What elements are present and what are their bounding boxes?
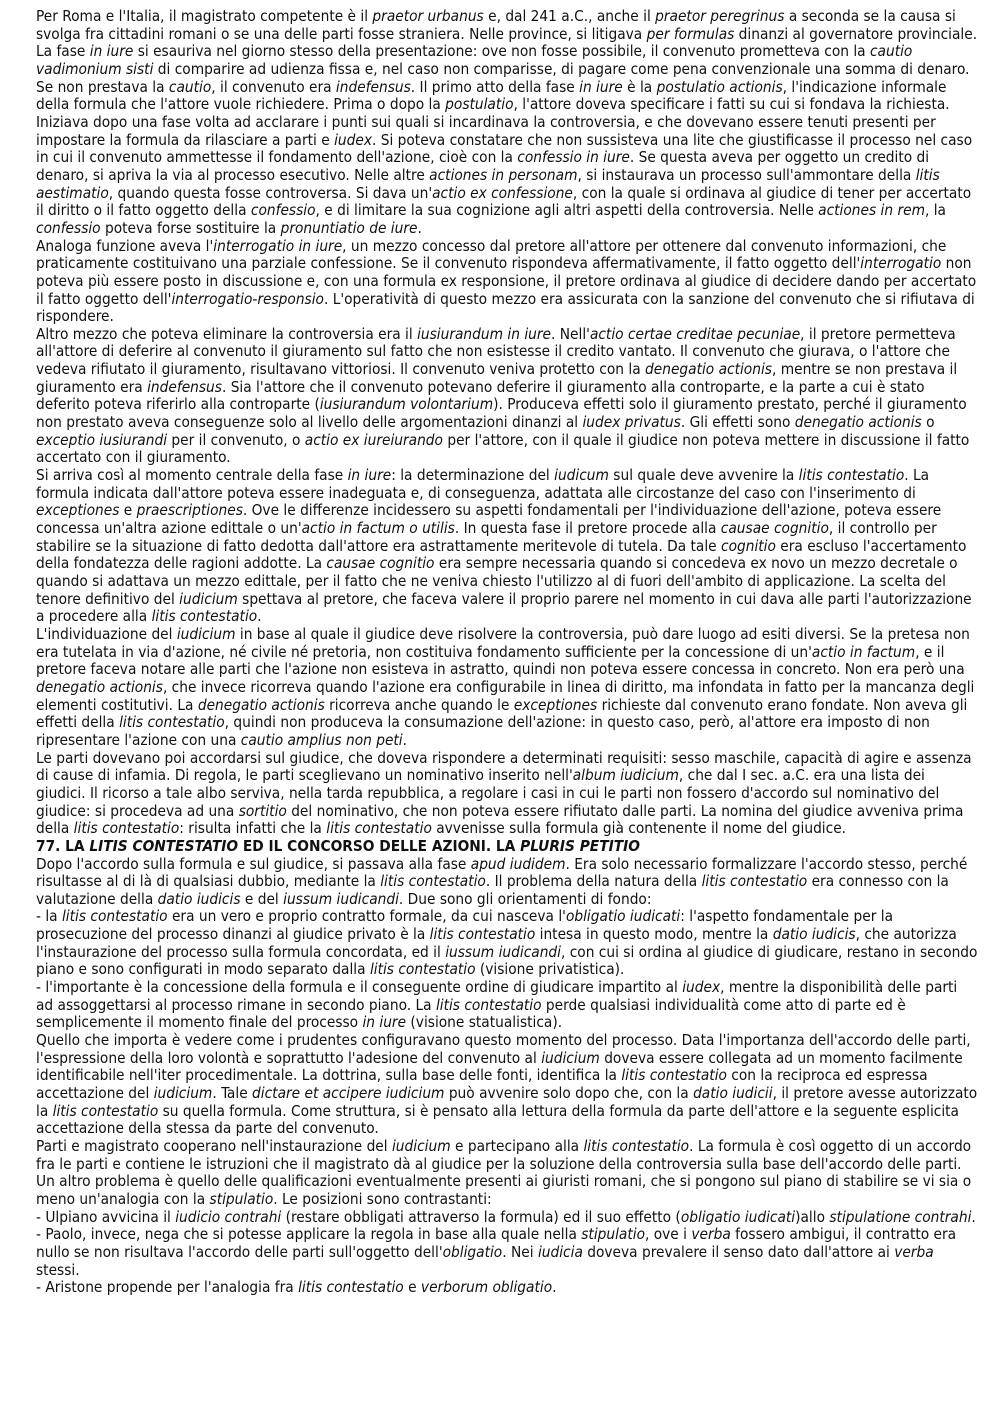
text-run: Altro mezzo che poteva eliminare la controversia era il xyxy=(36,324,418,343)
text-run: avvenisse sulla formula già contenente il nome del giudice. xyxy=(431,819,847,838)
italic-term: iussum iudicandi xyxy=(445,942,561,961)
italic-term: denegatio actionis xyxy=(645,360,772,379)
italic-term: litis contestatio xyxy=(119,713,225,732)
paragraph xyxy=(36,1032,978,1138)
text-run: , mentre se non prestava il giuramento era xyxy=(36,360,958,396)
text-run: era un vero e proprio contratto formale, da cui nasceva l' xyxy=(167,907,566,926)
text-run: , quando questa fosse controversa. Si dava un' xyxy=(108,183,433,202)
italic-term: cognitio xyxy=(721,536,776,555)
text-run: , la xyxy=(924,201,946,220)
italic-term: praetor urbanus xyxy=(372,7,484,25)
text-run: sul quale deve avvenire la xyxy=(608,466,799,485)
text-run: Analoga funzione aveva l' xyxy=(36,236,214,255)
text-run: . Nei xyxy=(502,1242,538,1261)
italic-term: actiones in rem xyxy=(818,201,925,220)
italic-term: obligatio iudicati xyxy=(680,1207,796,1226)
italic-term: cautio xyxy=(168,77,212,96)
body-text-before-heading xyxy=(36,8,978,838)
italic-term: iudex xyxy=(334,130,372,149)
text-run: 77. LA xyxy=(36,836,90,855)
italic-term: actio in factum o utilis xyxy=(301,519,455,538)
italic-term: obligatio xyxy=(442,1242,503,1261)
text-run: : l'aspetto fondamentale per la prosecuzione del processo dinanzi al giudice privato è la xyxy=(36,907,893,944)
paragraph xyxy=(36,1279,978,1297)
text-run: (visione statualistica). xyxy=(406,1013,563,1032)
italic-term: interrogatio in iure xyxy=(213,236,343,255)
text-run: e, dal 241 a.C., anche il xyxy=(483,7,656,25)
text-run: in base al quale il giudice deve risolvere la controversia, può dare luogo ad esiti diversi. Se la pretesa non era tutelata in via d'azione, né civile né pretoria, non costituiva fondamento sufficiente per la concessione di un' xyxy=(36,624,970,661)
italic-term: litis contestatio xyxy=(435,995,542,1014)
italic-term: iudicium xyxy=(391,1137,451,1155)
italic-term: iussum iudicandi xyxy=(283,889,399,908)
italic-term: cautio amplius non peti xyxy=(240,730,403,749)
text-run: di comparire ad udienza fissa e, nel caso non comparisse, di pagare come pena convenzionale una somma di denaro. Se non prestava la xyxy=(36,59,970,96)
italic-term: litis contestatio xyxy=(701,872,808,891)
italic-term: datio iudicii xyxy=(693,1084,773,1103)
italic-term: litis contestatio xyxy=(621,1066,727,1085)
italic-term: iudex privatus xyxy=(582,413,681,432)
text-run: Si arriva così al momento centrale della fase xyxy=(36,466,348,485)
text-run: . La formula indicata dall'attore poteva essere inadeguata e, di conseguenza, adattata alle circostanze del caso con l'inserimento di xyxy=(36,466,930,502)
italic-term: stipulatione contrahi xyxy=(829,1207,972,1226)
text-run: . xyxy=(552,1278,557,1297)
italic-term: denegatio actionis xyxy=(197,695,325,714)
italic-term: litis contestatio xyxy=(326,819,432,838)
italic-term: cautio vadimonium sisti xyxy=(36,42,913,78)
italic-term: interrogatio-responsio xyxy=(171,289,324,308)
text-run: poteva forse sostituire la xyxy=(100,218,281,237)
italic-term: actio certae creditae pecuniae xyxy=(589,324,801,343)
italic-term: actio ex confessione xyxy=(432,183,573,202)
text-run: , il controllo per stabilire se la situazione di fatto dedotta dall'attore era astrattamente meritevole di tutela. Da tale xyxy=(36,519,937,555)
text-run: richieste dal convenuto erano fondate. Non aveva gli effetti della xyxy=(36,695,968,732)
italic-term: datio iudicis xyxy=(772,925,856,944)
paragraph xyxy=(36,43,978,114)
italic-term: verborum obligatio xyxy=(420,1278,553,1297)
italic-term: iusiurandum in iure xyxy=(417,324,551,343)
text-run: Dopo l'accordo sulla formula e sul giudice, si passava alla fase xyxy=(36,854,471,873)
italic-term: iudicia xyxy=(537,1242,583,1261)
text-run: , un mezzo concesso dal pretore all'attore per ottenere dal convenuto informazioni, che praticamente costituivano una parziale confessione. Se il convenuto rispondeva affermativamente, il fatto oggetto dell' xyxy=(36,236,947,273)
italic-term: apud iudidem xyxy=(470,854,566,873)
italic-term: praetor peregrinus xyxy=(655,7,785,25)
italic-term: actio in factum xyxy=(811,642,916,661)
text-run: )allo xyxy=(795,1207,830,1226)
italic-term: iudicium xyxy=(541,1048,600,1067)
text-run: , e il pretore faceva notare alle parti che l'azione non esisteva in astratto, quindi non poteva essere concessa in concreto. Non era però una xyxy=(36,642,965,679)
italic-term: litis aestimatio xyxy=(36,165,940,202)
text-run: , con cui si ordina al giudice di giudicare, restano in secondo piano e sono configurati in modo separato dalla xyxy=(36,942,978,979)
italic-term: interrogatio xyxy=(860,254,942,273)
text-run: Iniziava dopo una fase volta ad acclarare i punti sui quali si incardinava la controversia, e che dovevano essere tenuti presenti per impostare la formula da rilasciare a parti e xyxy=(36,112,936,149)
text-run: , l'attore doveva specificare i fatti su cui si fondava la richiesta. xyxy=(513,95,950,114)
text-run: . Era solo necessario formalizzare l'accordo stesso, perché risultasse al di là di qualsiasi dubbio, mediante la xyxy=(36,854,968,891)
paragraph xyxy=(36,1209,978,1227)
paragraph xyxy=(36,626,978,750)
italic-term: datio iudicis xyxy=(157,889,241,908)
text-run: era sempre necessaria quando si concedeva ex novo un mezzo decretale o quando si adattava un mezzo edittale, per il fatto che ne veniva chiesto l'utilizzo al di fuori dell'ambito di applicazione. La scelta del tenore definitivo del xyxy=(36,554,958,608)
italic-term: in iure xyxy=(362,1013,407,1032)
text-run: , l'indicazione informale della formula che l'attore vuole richiedere. Prima o dopo la xyxy=(36,77,947,114)
italic-term: litis contestatio xyxy=(151,607,258,626)
italic-term: litis contestatio xyxy=(61,907,168,926)
text-run: stessi. xyxy=(36,1260,80,1279)
text-run: . Nell' xyxy=(551,324,590,343)
text-run: su quella formula. Come struttura, si è pensato alla lettura della formula da parte dell'attore e la seguente esplicita accettazione della stessa da parte del convenuto. xyxy=(36,1101,959,1138)
text-run: per l'attore, con il quale il giudice non poteva mettere in discussione il fatto accertato con il giuramento. xyxy=(36,430,970,467)
text-run: è la xyxy=(622,77,657,96)
italic-term: litis contestatio xyxy=(380,872,486,891)
text-run: era escluso l'accertamento della fondatezza delle ragioni addotte. La xyxy=(36,536,967,573)
italic-term: litis contestatio xyxy=(73,819,180,838)
text-run: Per Roma e l'Italia, il magistrato competente è il xyxy=(36,7,373,25)
text-run: . Ove le differenze incidessero su aspetti fondamentali per l'individuazione dell'azione, poteva essere concessa un'altra azione edittale o un' xyxy=(36,501,942,538)
text-run: , quindi non produceva la consumazione dell'azione: in questo caso, però, al'attore era imposto di non ripresentare l'azione con una xyxy=(36,713,930,749)
text-run: a seconda se la causa si svolga fra cittadini romani o se una delle parti fosse straniera. Nelle province, si litigava xyxy=(36,7,956,43)
text-run: . Sia l'attore che il convenuto potevano deferire il giuramento alla controparte, e la parte a cui è stato deferito poteva riferirlo alla controparte ( xyxy=(36,377,925,414)
paragraph xyxy=(36,856,978,909)
text-run: . Si poteva constatare che non sussisteva una lite che giustificasse il processo nel caso in cui il convenuto ammettesse il fondamento dell'azione, cioè con la xyxy=(36,130,973,167)
text-run: perde qualsiasi individualità come atto di parte ed è semplicemente il momento finale del processo xyxy=(36,995,906,1032)
text-run: . Se questa aveva per oggetto un credito di denaro, si apriva la via al processo esecutivo. Nelle altre xyxy=(36,148,930,184)
text-run: può avvenire solo dopo che, con la xyxy=(444,1084,694,1103)
section-heading xyxy=(36,838,978,856)
text-run: . xyxy=(257,607,262,626)
italic-term: confessio xyxy=(250,201,316,220)
text-run: . Il primo atto della fase xyxy=(410,77,580,96)
italic-term: pronuntiatio de iure xyxy=(280,218,418,237)
text-run: (restare obbligati attraverso la formula) ed il suo effetto ( xyxy=(281,1207,681,1226)
text-run: : la determinazione del xyxy=(391,466,555,485)
text-run: Le parti dovevano poi accordarsi sul giudice, che doveva rispondere a determinati requisiti: sesso maschile, capacità di agire e assenza di cause di infamia. Di regola, le parti sceglievano un nominativo inserito nell' xyxy=(36,748,972,785)
italic-term: actiones in personam xyxy=(429,165,578,184)
text-run: , e di limitare la sua cognizione agli altri aspetti della controversia. Nelle xyxy=(315,201,819,220)
text-run: La fase xyxy=(36,42,90,61)
text-run: intesa in questo modo, mentre la xyxy=(535,925,773,944)
text-run: e xyxy=(403,1278,421,1297)
italic-term: LITIS CONTESTATIO xyxy=(89,836,239,855)
text-run: , che dal I sec. a.C. era una lista dei giudici. Il ricorso a tale albo serviva, nella tarda repubblica, a regolare i casi in cui le parti non fossero d'accordo sul nominativo del giudice: si procedeva ad una xyxy=(36,766,940,820)
italic-term: litis contestatio xyxy=(52,1101,159,1120)
italic-term: causae cognitio xyxy=(720,519,829,538)
italic-term: in iure xyxy=(89,42,134,61)
text-run: - Aristone propende per l'analogia fra xyxy=(36,1278,299,1297)
italic-term: sortitio xyxy=(238,801,287,820)
italic-term: iusiurandum volontarium xyxy=(319,395,494,414)
text-run: ). Produceva effetti solo il giuramento prestato, perché il giuramento non prestato aveva conseguenze solo al livello delle argomentazioni dinanzi al xyxy=(36,395,967,432)
italic-term: actio ex iureiurando xyxy=(304,430,443,449)
text-run: , si instaurava un processo sull'ammontare della xyxy=(577,165,916,184)
italic-term: iudicium xyxy=(153,1084,213,1103)
italic-term: litis contestatio xyxy=(798,466,905,485)
italic-term: exceptio iusiurandi xyxy=(36,430,168,449)
italic-term: stipulatio xyxy=(209,1189,274,1208)
italic-term: litis contestatio xyxy=(369,960,476,979)
italic-term: iudicium xyxy=(179,589,238,608)
text-run: . Gli effetti sono xyxy=(680,413,795,432)
italic-term: per formulas xyxy=(646,24,735,43)
paragraph xyxy=(36,238,978,326)
text-run: dinanzi al governatore provinciale. xyxy=(734,24,978,43)
paragraph xyxy=(36,8,978,43)
italic-term: litis contestatio xyxy=(429,925,536,944)
text-run: . Le posizioni sono contrastanti: xyxy=(273,1189,492,1208)
italic-term: PLURIS PETITIO xyxy=(520,836,640,855)
italic-term: denegatio actionis xyxy=(794,413,922,432)
text-run: ricorreva anche quando le xyxy=(324,695,514,714)
text-run: doveva prevalere il senso dato dall'attore ai xyxy=(582,1242,895,1261)
text-run: era connesso con la valutazione della xyxy=(36,872,949,908)
text-run: , il pretore avesse autorizzato la xyxy=(36,1084,978,1120)
text-run: . In questa fase il pretore procede alla xyxy=(454,519,721,538)
text-run: e xyxy=(119,501,137,520)
italic-term: iudicio contrahi xyxy=(175,1207,282,1226)
paragraph xyxy=(36,979,978,1032)
italic-term: album iudicium xyxy=(572,766,679,785)
paragraph xyxy=(36,1138,978,1209)
text-run: o xyxy=(921,413,935,432)
italic-term: postulatio actionis xyxy=(656,77,783,96)
text-run: - Paolo, invece, nega che si potesse applicare la regola in base alla quale nella xyxy=(36,1225,582,1244)
text-run: (visione privatistica). xyxy=(475,960,625,979)
text-run: . Il problema della natura della xyxy=(485,872,702,891)
text-run: spettava al pretore, che faceva valere il proprio parere nel momento in cui dava alle parti l'autorizzazione a procedere alla xyxy=(36,589,972,626)
text-run: , il pretore permetteva all'attore di deferire al convenuto il giuramento sul fatto che non esistesse il credito vantato. Il convenuto che giurava, o l'attore che vedeva rifiutato il giuramento, risultavano vittoriosi. Il convenuto veniva protetto con la xyxy=(36,324,956,379)
italic-term: iudicium xyxy=(176,624,236,643)
italic-term: dictare et accipere iudicium xyxy=(252,1084,445,1103)
italic-term: exceptiones xyxy=(36,501,120,520)
italic-term: verba xyxy=(691,1225,731,1244)
italic-term: causae cognitio xyxy=(326,554,435,573)
paragraph xyxy=(36,908,978,979)
italic-term: obligatio iudicati xyxy=(565,907,681,926)
text-run: e del xyxy=(240,889,284,908)
text-run: . La formula è così oggetto di un accordo fra le parti e contiene le istruzioni che il magistrato dà al giudice per la soluzione della controversia sulla base dell'accordo delle parti. Un altro problema è quello delle qualificazioni eventualmente presenti ai giuristi romani, che si pongono sul piano di stabilire se vi sia o meno un'analogia con la xyxy=(36,1137,972,1208)
italic-term: indefensus xyxy=(147,377,222,396)
text-run: del nominativo, che non poteva essere rifiutato dalle parti. La nomina del giudice avveniva prima della xyxy=(36,801,964,838)
italic-term: stipulatio xyxy=(581,1225,645,1244)
text-run: e partecipano alla xyxy=(450,1137,584,1155)
italic-term: in iure xyxy=(579,77,623,96)
text-run: , che invece ricorreva quando l'azione era configurabile in linea di diritto, ma infondata in fatto per la mancanza degli elementi costitutivi. La xyxy=(36,677,975,714)
italic-term: verba xyxy=(894,1242,934,1261)
paragraph xyxy=(36,467,978,626)
text-run: : risulta infatti che la xyxy=(179,819,327,838)
text-run: . Tale xyxy=(212,1084,253,1103)
text-run: per il convenuto, o xyxy=(167,430,305,449)
italic-term: confessio xyxy=(36,218,101,237)
paragraph xyxy=(36,1226,978,1279)
text-run: , con la quale si ordinava al giudice di tener per accertato il diritto o il fatto oggetto della xyxy=(36,183,972,220)
text-run: Parti e magistrato cooperano nell'instaurazione del xyxy=(36,1137,392,1155)
body-text-after-heading xyxy=(36,856,978,1297)
paragraph xyxy=(36,750,978,838)
italic-term: litis contestatio xyxy=(583,1137,690,1155)
text-run: ED IL CONCORSO DELLE AZIONI. LA xyxy=(238,836,521,855)
text-run: non poteva più essere posto in discussione e, con una formula ex responsione, il pretore ordinava al giudice di decidere dando per accertato il fatto oggetto dell' xyxy=(36,254,977,308)
text-run: . xyxy=(402,730,408,749)
italic-term: denegatio actionis xyxy=(36,677,163,696)
text-run: - la xyxy=(36,907,62,926)
italic-term: postulatio xyxy=(445,95,514,114)
paragraph xyxy=(36,326,978,467)
italic-term: litis contestatio xyxy=(298,1278,404,1297)
text-run: L'individuazione del xyxy=(36,624,177,643)
italic-term: praescriptiones xyxy=(136,501,243,520)
text-run: . xyxy=(417,218,422,237)
italic-term: exceptiones xyxy=(513,695,598,714)
text-run: si esauriva nel giorno stesso della presentazione: ove non fosse possibile, il convenuto prometteva con la xyxy=(133,42,870,61)
italic-term: confessio in iure xyxy=(517,148,630,167)
text-run: doveva essere collegata ad un momento facilmente identificabile nell'iter procedimentale. La dottrina, sulla base delle fonti, identifica la xyxy=(36,1048,963,1085)
text-run: , ove i xyxy=(645,1225,692,1244)
paragraph xyxy=(36,114,978,238)
italic-term: iudex xyxy=(682,978,721,997)
text-run: fossero ambigui, il contratto era nullo se non risultava l'accordo delle parti sull'oggetto dell' xyxy=(36,1225,957,1261)
text-run: , il convenuto era xyxy=(211,77,336,96)
italic-term: indefensus xyxy=(335,77,411,96)
text-run: - Ulpiano avvicina il xyxy=(36,1207,176,1226)
text-run: . xyxy=(971,1207,976,1226)
text-run: con la reciproca ed espressa accettazione del xyxy=(36,1066,928,1103)
text-run: . L'operatività di questo mezzo era assicurata con la sanzione del convenuto che si rifiutava di rispondere. xyxy=(36,289,975,326)
italic-term: iudicum xyxy=(554,466,609,485)
italic-term: in iure xyxy=(347,466,392,485)
text-run: . Due sono gli orientamenti di fondo: xyxy=(398,889,652,908)
text-run: - l'importante è la concessione della formula e il conseguente ordine di giudicare impartito al xyxy=(36,978,683,997)
text-run: , che autorizza l'instaurazione del processo sulla formula concordata, ed il xyxy=(36,925,957,961)
text-run: , mentre la disponibilità delle parti ad assoggettarsi al processo rimane in secondo piano. La xyxy=(36,978,958,1014)
text-run: Quello che importa è vedere come i prudentes configuravano questo momento del processo. Data l'importanza dell'accordo delle parti, l'espressione della loro volontà e soprattutto l'adesione del convenuto al xyxy=(36,1031,971,1067)
